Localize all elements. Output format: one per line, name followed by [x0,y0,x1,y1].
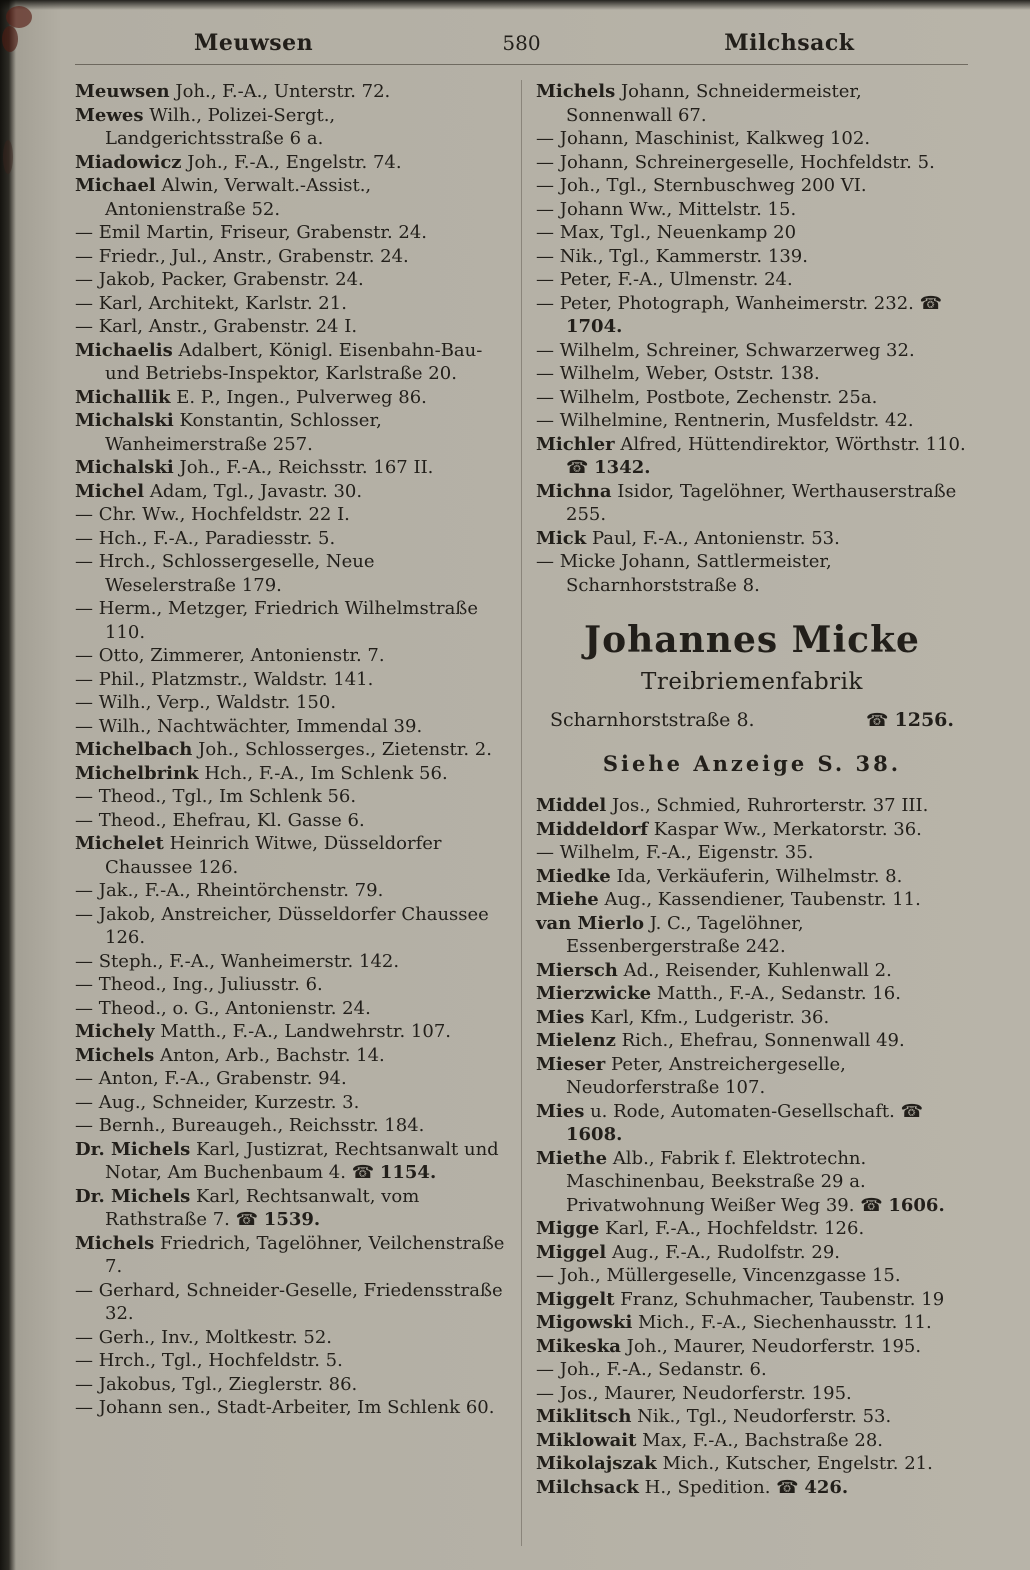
entry-text: — Johann Ww., Mittelstr. 15. [536,198,797,220]
right-column [536,80,968,1546]
advertisement-johannes-micke [536,619,968,776]
directory-entry [536,1452,968,1476]
directory-entry [75,1114,507,1138]
entry-text: Matth., F.-A., Landwehrstr. 107. [160,1021,452,1042]
directory-entry [536,1288,968,1312]
directory-entry [536,409,968,433]
directory-entry [536,151,968,175]
entry-surname: Miehe [536,889,599,910]
directory-entry [536,1147,968,1218]
entry-surname: Mielenz [536,1030,616,1051]
phone-number: 1342. [594,457,651,478]
page-top-edge [0,0,1030,10]
directory-entry [536,268,968,292]
entry-text: Peter, Anstreichergeselle, Neudorferstraße 107. [566,1053,846,1098]
entry-text: — Gerh., Inv., Moltkestr. 52. [75,1326,333,1348]
entry-text: — Wilhelmine, Rentnerin, Musfeldstr. 42. [536,410,914,431]
directory-entry [536,386,968,410]
directory-entry [536,433,968,480]
entry-text: Paul, F.-A., Antonienstr. 53. [591,527,840,549]
entry-text: — Johann sen., Stadt-Arbeiter, Im Schlenk 60. [75,1397,495,1418]
entry-surname: Dr. Michels [75,1185,191,1207]
directory-entry [75,104,507,151]
entry-surname: Milchsack [536,1476,639,1498]
directory-entry [536,1006,968,1030]
page-number: 580 [502,31,541,55]
entry-text: — Bernh., Bureaugeh., Reichsstr. 184. [75,1115,425,1136]
directory-entry [75,456,507,480]
entry-surname: Miklitsch [536,1406,632,1427]
directory-entry [536,221,968,245]
entry-surname: Dr. Michels [75,1138,191,1160]
entry-surname: Miggelt [536,1288,615,1310]
two-column-body [75,80,968,1546]
directory-entry [536,127,968,151]
directory-entry [75,879,507,903]
entry-text: — Aug., Schneider, Kurzestr. 3. [75,1091,360,1113]
directory-entry [75,1138,507,1185]
entry-text: Joh., F.-A., Unterstr. 72. [175,81,391,102]
entry-surname: Michalski [75,410,174,431]
entry-text: — Wilhelm, Weber, Oststr. 138. [536,363,820,384]
entry-surname: Miadowicz [75,151,182,173]
entry-text: — Jakobus, Tgl., Zieglerstr. 86. [75,1373,358,1395]
entry-surname: Middeldorf [536,818,649,840]
entry-surname: Michalski [75,457,174,478]
entry-text: — Otto, Zimmerer, Antonienstr. 7. [75,645,385,666]
entry-surname: Migowski [536,1312,633,1333]
entry-surname: Mewes [75,104,144,126]
entry-surname: Michelbach [75,739,193,760]
entry-surname: Michler [536,433,615,455]
directory-entry [75,339,507,386]
directory-entry [536,1429,968,1453]
directory-entry [536,1476,968,1500]
directory-entry [536,480,968,527]
directory-entry [75,832,507,879]
entry-text: — Johann, Schreinergeselle, Hochfeldstr. 5. [536,151,935,173]
entry-text: — Wilhelm, Schreiner, Schwarzerweg 32. [536,339,915,361]
telephone-icon: ☎ [351,1162,375,1183]
directory-entry [536,1241,968,1265]
directory-entry [75,762,507,786]
ink-mark [2,26,18,52]
entry-text: Isidor, Tagelöhner, Werthauserstraße 255. [566,480,957,525]
directory-entry [536,912,968,959]
entry-surname: Michelet [75,833,164,854]
directory-entry [75,221,507,245]
directory-entry [536,198,968,222]
entry-surname: Miedke [536,865,611,887]
directory-entry [536,1100,968,1147]
ad-address-line [536,709,968,731]
entry-surname: Mieser [536,1053,606,1075]
directory-entry [75,409,507,456]
directory-entry [75,1091,507,1115]
entry-text: — Hrch., Schlossergeselle, Neue Weselerstraße 179. [75,551,375,596]
telephone-icon: ☎ [776,1476,799,1498]
entry-text: Max, F.-A., Bachstraße 28. [642,1429,883,1451]
entry-surname: Miklowait [536,1429,637,1451]
directory-entry [536,818,968,842]
phone-number: 426. [804,1476,849,1498]
entry-text: — Johann, Maschinist, Kalkweg 102. [536,128,871,149]
directory-entry [75,738,507,762]
directory-entry [75,1326,507,1350]
entry-text: Ida, Verkäuferin, Wilhelmstr. 8. [616,865,903,887]
directory-entry [75,1373,507,1397]
entry-text: — Karl, Anstr., Grabenstr. 24 I. [75,316,358,337]
entry-text: — Gerhard, Schneider-Geselle, Friedensstraße 32. [75,1279,503,1324]
directory-entry [536,1029,968,1053]
entry-text: Aug., F.-A., Rudolfstr. 29. [611,1241,840,1263]
directory-entry [75,691,507,715]
entry-text: — Hrch., Tgl., Hochfeldstr. 5. [75,1350,343,1371]
entry-text: Anton, Arb., Bachstr. 14. [159,1044,385,1066]
directory-entry [536,1382,968,1406]
directory-entry [536,550,968,597]
directory-entry [75,1185,507,1232]
ink-mark [3,140,13,174]
ad-title: Johannes Micke [584,619,920,661]
entry-text: Alb., Fabrik f. Elektrotechn. Maschinenbau, Beekstraße 29 a. Privatwohnung Weißer Weg 39. [566,1147,867,1216]
entry-text: — Phil., Platzmstr., Waldstr. 141. [75,668,374,690]
entry-text: E. P., Ingen., Pulverweg 86. [176,386,427,408]
entry-surname: Michael [75,175,156,196]
directory-entry [75,668,507,692]
phone-number: 1704. [566,316,623,337]
directory-entry [75,973,507,997]
telephone-icon: ☎ [900,1100,924,1122]
entry-surname: Michelbrink [75,762,199,784]
entry-text: u. Rode, Automaten-Gesellschaft. [590,1100,895,1122]
entry-text: — Steph., F.-A., Wanheimerstr. 142. [75,950,400,972]
telephone-icon: ☎ [860,1194,883,1216]
page-header [75,30,968,56]
directory-entry [536,245,968,269]
ad-see-notice: Siehe Anzeige S. 38. [602,751,902,776]
phone-number: 1539. [263,1209,321,1230]
directory-entry [536,174,968,198]
directory-entry [536,865,968,889]
directory-entry [75,527,507,551]
entry-surname: Miersch [536,959,618,981]
entry-text: Karl, Justizrat, Rechtsanwalt und Notar, Am Buchenbaum 4. [105,1138,499,1183]
entry-text: — Jakob, Packer, Grabenstr. 24. [75,269,364,290]
entry-text: — Peter, Photograph, Wanheimerstr. 232. [536,292,914,314]
entry-text: Joh., Maurer, Neudorferstr. 195. [626,1335,922,1357]
directory-entry [75,1396,507,1420]
entry-text: Mich., Kutscher, Engelstr. 21. [662,1453,933,1474]
entry-text: Jos., Schmied, Ruhrorterstr. 37 III. [611,795,929,816]
entry-text: Kaspar Ww., Merkatorstr. 36. [653,818,922,840]
directory-entry [75,1349,507,1373]
entry-surname: Michaelis [75,339,173,361]
directory-entry [75,550,507,597]
entry-text: — Joh., Tgl., Sternbuschweg 200 VI. [536,175,867,196]
entry-text: Wilh., Polizei-Sergt., Landgerichtsstraße 6 a. [105,104,336,149]
directory-entry [75,1232,507,1279]
entry-text: Hch., F.-A., Im Schlenk 56. [204,762,448,784]
directory-entry [536,794,968,818]
phone-number: 1256. [894,709,954,731]
directory-entry [536,1335,968,1359]
header-keyword-left: Meuwsen [194,30,314,56]
directory-entry [536,1311,968,1335]
header-rule [75,64,968,65]
entry-text: — Karl, Architekt, Karlstr. 21. [75,292,347,314]
entry-surname: Mies [536,1006,585,1028]
entry-surname: Mikeska [536,1335,621,1357]
entry-text: — Wilh., Verp., Waldstr. 150. [75,692,337,713]
directory-entry [75,386,507,410]
entry-text: Ad., Reisender, Kuhlenwall 2. [623,959,892,981]
directory-entry [75,903,507,950]
entry-surname: Mierzwicke [536,983,652,1004]
entry-text: — Theod., o. G., Antonienstr. 24. [75,997,371,1019]
directory-entry [75,480,507,504]
ad-subtitle: Treibriemenfabrik [641,669,863,695]
entry-text: — Emil Martin, Friseur, Grabenstr. 24. [75,222,428,243]
entry-text: Adam, Tgl., Javastr. 30. [149,480,363,502]
directory-entry [75,245,507,269]
directory-entry [536,1053,968,1100]
right-column-lower-entries [536,794,968,1499]
directory-entry [75,644,507,668]
header-keyword-right: Milchsack [724,30,855,56]
entry-text: — Jos., Maurer, Neudorferstr. 195. [536,1382,852,1404]
directory-entry [75,785,507,809]
entry-text: — Peter, F.-A., Ulmenstr. 24. [536,269,793,290]
entry-text: Matth., F.-A., Sedanstr. 16. [656,983,901,1004]
directory-entry [75,997,507,1021]
column-divider [521,80,522,1546]
entry-text: H., Spedition. [644,1476,771,1498]
directory-entry [536,841,968,865]
entry-text: Joh., F.-A., Reichsstr. 167 II. [179,457,434,478]
entry-surname: Migge [536,1218,600,1239]
entry-surname: Michels [75,1232,155,1254]
directory-entry [75,292,507,316]
entry-text: — Friedr., Jul., Anstr., Grabenstr. 24. [75,245,409,267]
entry-text: Rich., Ehefrau, Sonnenwall 49. [621,1030,905,1051]
directory-entry [536,339,968,363]
directory-entry [75,950,507,974]
entry-text: Karl, Kfm., Ludgeristr. 36. [590,1006,830,1028]
entry-text: Aug., Kassendiener, Taubenstr. 11. [604,889,921,910]
directory-entry [536,888,968,912]
directory-entry [75,1020,507,1044]
entry-text: — Herm., Metzger, Friedrich Wilhelmstraße 110. [75,598,478,643]
telephone-icon: ☎ [919,292,943,314]
entry-text: — Joh., F.-A., Sedanstr. 6. [536,1359,767,1380]
directory-entry [75,80,507,104]
entry-surname: Michallik [75,386,171,408]
telephone-icon: ☎ [566,457,589,478]
directory-entry [75,1279,507,1326]
telephone-icon: ☎ [235,1209,259,1230]
entry-surname: Mikolajszak [536,1453,657,1474]
directory-entry [536,527,968,551]
entry-text: Joh., F.-A., Engelstr. 74. [187,151,402,173]
entry-surname: Miethe [536,1147,608,1169]
entry-text: Nik., Tgl., Neudorferstr. 53. [637,1406,892,1427]
directory-entry [536,362,968,386]
directory-entry [75,809,507,833]
entry-text: — Theod., Ing., Juliusstr. 6. [75,974,323,995]
entry-text: — Chr. Ww., Hochfeldstr. 22 I. [75,504,350,525]
entry-surname: Mies [536,1100,585,1122]
entry-text: — Hch., F.-A., Paradiesstr. 5. [75,527,336,549]
directory-entry [536,1264,968,1288]
directory-entry [75,174,507,221]
left-column [75,80,507,1546]
entry-surname: Michely [75,1021,155,1042]
entry-text: Franz, Schuhmacher, Taubenstr. 19 [620,1288,945,1310]
entry-text: — Theod., Ehefrau, Kl. Gasse 6. [75,809,365,831]
entry-surname: Michel [75,480,145,502]
entry-text: Friedrich, Tagelöhner, Veilchenstraße 7. [105,1232,505,1277]
entry-text: Joh., Schlosserges., Zietenstr. 2. [198,739,492,760]
entry-surname: Meuwsen [75,81,170,102]
telephone-icon: ☎ [866,710,889,731]
entry-text: Mich., F.-A., Siechenhausstr. 11. [638,1312,932,1333]
directory-entry [75,151,507,175]
entry-text: Konstantin, Schlosser, Wanheimerstraße 257. [105,410,382,455]
directory-entry [536,292,968,339]
directory-entry [75,315,507,339]
entry-text: — Jakob, Anstreicher, Düsseldorfer Chaussee 126. [75,903,489,948]
entry-surname: Michels [75,1044,155,1066]
entry-text: — Micke Johann, Sattlermeister, Scharnhorststraße 8. [536,551,832,596]
entry-text: — Wilhelm, F.-A., Eigenstr. 35. [536,842,814,863]
phone-number: 1608. [566,1124,623,1145]
directory-entry [536,80,968,127]
right-column-upper-entries [536,80,968,597]
phone-number: 1606. [888,1194,945,1216]
directory-entry [75,503,507,527]
entry-surname: Mick [536,527,587,549]
directory-entry [75,1044,507,1068]
directory-entry [536,1358,968,1382]
entry-text: — Nik., Tgl., Kammerstr. 139. [536,245,808,267]
entry-text: Adalbert, Königl. Eisenbahn-Bau- und Betriebs-Inspektor, Karlstraße 20. [105,339,483,384]
entry-text: J. C., Tagelöhner, Essenbergerstraße 242. [566,912,804,957]
phone-number: 1154. [379,1162,437,1183]
entry-text: — Wilh., Nachtwächter, Immendal 39. [75,715,423,737]
ad-address: Scharnhorststraße 8. [550,709,755,731]
entry-text: Johann, Schneidermeister, Sonnenwall 67. [566,81,862,126]
directory-entry [536,959,968,983]
entry-text: Karl, F.-A., Hochfeldstr. 126. [605,1218,865,1239]
entry-surname: Middel [536,795,607,816]
entry-text: — Joh., Müllergeselle, Vincenzgasse 15. [536,1265,901,1286]
entry-text: Alwin, Verwalt.-Assist., Antonienstraße 52. [105,175,372,220]
directory-entry [536,1217,968,1241]
directory-entry [75,715,507,739]
entry-text: — Wilhelm, Postbote, Zechenstr. 25a. [536,386,878,408]
entry-text: Karl, Rechtsanwalt, vom Rathstraße 7. [105,1185,420,1230]
entry-text: — Max, Tgl., Neuenkamp 20 [536,222,797,243]
entry-text: Heinrich Witwe, Düsseldorfer Chaussee 126. [105,833,442,878]
entry-surname: van Mierlo [536,912,645,934]
directory-entry [75,1067,507,1091]
directory-entry [536,1405,968,1429]
ad-phone [866,709,954,731]
entry-text: — Jak., F.-A., Rheintörchenstr. 79. [75,880,384,901]
ink-mark [6,6,32,28]
entry-text: — Anton, F.-A., Grabenstr. 94. [75,1068,347,1089]
directory-entry [75,268,507,292]
book-binding-edge [0,0,16,1570]
entry-text: Alfred, Hüttendirektor, Wörthstr. 110. [620,433,966,455]
entry-surname: Michels [536,81,616,102]
entry-surname: Michna [536,480,612,502]
entry-text: — Theod., Tgl., Im Schlenk 56. [75,786,357,807]
directory-entry [536,982,968,1006]
directory-entry [75,597,507,644]
entry-surname: Miggel [536,1241,607,1263]
